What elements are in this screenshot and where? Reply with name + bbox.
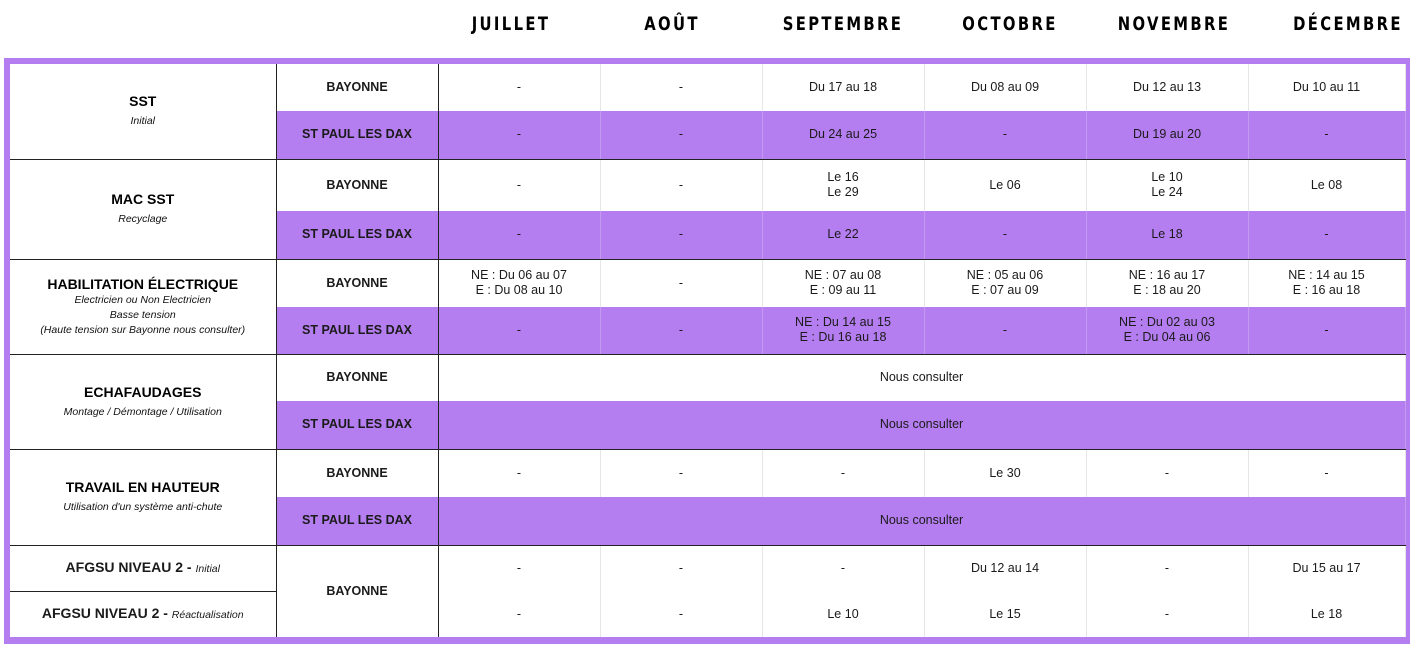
date-cell: Du 12 au 13 [1086, 64, 1248, 111]
date-cell: - [438, 307, 600, 354]
date-cell: - [600, 259, 762, 307]
month-november: NOVEMBRE [1117, 13, 1231, 35]
month-july: JUILLET [471, 13, 551, 35]
site-label: ST PAUL LES DAX [276, 307, 438, 354]
table-row [10, 545, 1405, 591]
date-cell: - [438, 159, 600, 211]
date-cell: - [924, 307, 1086, 354]
course-sst: SST Initial [10, 64, 276, 159]
date-cell: - [600, 545, 762, 591]
date-cell: Le 18 [1248, 591, 1405, 637]
course-afgsu-initial: AFGSU NIVEAU 2 - Initial [10, 545, 276, 591]
site-label: BAYONNE [276, 64, 438, 111]
course-travail-hauteur: TRAVAIL EN HAUTEUR Utilisation d'un système anti-chute [10, 449, 276, 545]
month-december: DÉCEMBRE [1293, 13, 1403, 35]
date-cell: - [600, 307, 762, 354]
date-cell: - [762, 545, 924, 591]
date-cell: - [1248, 307, 1405, 354]
course-habilitation: HABILITATION ÉLECTRIQUE Electricien ou Non Electricien Basse tension (Haute tension sur Bayonne nous consulter) [10, 259, 276, 354]
date-cell: Du 15 au 17 [1248, 545, 1405, 591]
site-label: ST PAUL LES DAX [276, 401, 438, 449]
consult-note: Nous consulter [438, 497, 1405, 545]
date-cell: Le 10 Le 24 [1086, 159, 1248, 211]
date-cell: Le 18 [1086, 211, 1248, 259]
course-mac-sst: MAC SST Recyclage [10, 159, 276, 259]
month-header [0, 0, 1412, 56]
date-cell: - [600, 111, 762, 159]
date-cell: Le 15 [924, 591, 1086, 637]
date-cell: Le 10 [762, 591, 924, 637]
date-cell: - [1086, 449, 1248, 497]
date-cell: - [600, 211, 762, 259]
table-row [10, 354, 1405, 401]
date-cell: - [438, 449, 600, 497]
date-cell: - [600, 591, 762, 637]
date-cell: Du 12 au 14 [924, 545, 1086, 591]
date-cell: - [1086, 591, 1248, 637]
date-cell: - [1248, 211, 1405, 259]
date-cell: Du 19 au 20 [1086, 111, 1248, 159]
date-cell: Le 06 [924, 159, 1086, 211]
site-label: BAYONNE [276, 354, 438, 401]
date-cell: - [600, 64, 762, 111]
date-cell: - [924, 111, 1086, 159]
date-cell: NE : 05 au 06 E : 07 au 09 [924, 259, 1086, 307]
site-label: ST PAUL LES DAX [276, 111, 438, 159]
date-cell: - [438, 211, 600, 259]
date-cell: Du 10 au 11 [1248, 64, 1405, 111]
date-cell: NE : Du 02 au 03 E : Du 04 au 06 [1086, 307, 1248, 354]
month-september: SEPTEMBRE [782, 13, 904, 35]
consult-note: Nous consulter [438, 354, 1405, 401]
date-cell: NE : 16 au 17 E : 18 au 20 [1086, 259, 1248, 307]
date-cell: NE : Du 06 au 07 E : Du 08 au 10 [438, 259, 600, 307]
site-label: BAYONNE [276, 449, 438, 497]
course-afgsu-reac: AFGSU NIVEAU 2 - Réactualisation [10, 591, 276, 637]
month-october: OCTOBRE [962, 13, 1058, 35]
date-cell: - [600, 449, 762, 497]
date-cell: - [600, 159, 762, 211]
date-cell: - [438, 64, 600, 111]
date-cell: Le 16 Le 29 [762, 159, 924, 211]
date-cell: Le 30 [924, 449, 1086, 497]
site-label: ST PAUL LES DAX [276, 497, 438, 545]
table-row [10, 159, 1405, 211]
date-cell: - [438, 591, 600, 637]
date-cell: - [762, 449, 924, 497]
schedule-table [10, 64, 1406, 637]
date-cell: Du 17 au 18 [762, 64, 924, 111]
date-cell: - [1248, 449, 1405, 497]
month-august: AOÛT [644, 13, 700, 35]
date-cell: - [1086, 545, 1248, 591]
table-row [10, 259, 1405, 307]
date-cell: Du 08 au 09 [924, 64, 1086, 111]
date-cell: NE : Du 14 au 15 E : Du 16 au 18 [762, 307, 924, 354]
table-row [10, 64, 1405, 111]
date-cell: NE : 07 au 08 E : 09 au 11 [762, 259, 924, 307]
table-row [10, 591, 1405, 637]
table-row [10, 449, 1405, 497]
date-cell: Le 08 [1248, 159, 1405, 211]
date-cell: NE : 14 au 15 E : 16 au 18 [1248, 259, 1405, 307]
date-cell: - [438, 111, 600, 159]
date-cell: Le 22 [762, 211, 924, 259]
site-label: BAYONNE [276, 259, 438, 307]
date-cell: Du 24 au 25 [762, 111, 924, 159]
date-cell: - [438, 545, 600, 591]
site-label: ST PAUL LES DAX [276, 211, 438, 259]
course-echafaudages: ECHAFAUDAGES Montage / Démontage / Utilisation [10, 354, 276, 449]
consult-note: Nous consulter [438, 401, 1405, 449]
date-cell: - [1248, 111, 1405, 159]
site-label: BAYONNE [276, 545, 438, 637]
date-cell: - [924, 211, 1086, 259]
site-label: BAYONNE [276, 159, 438, 211]
